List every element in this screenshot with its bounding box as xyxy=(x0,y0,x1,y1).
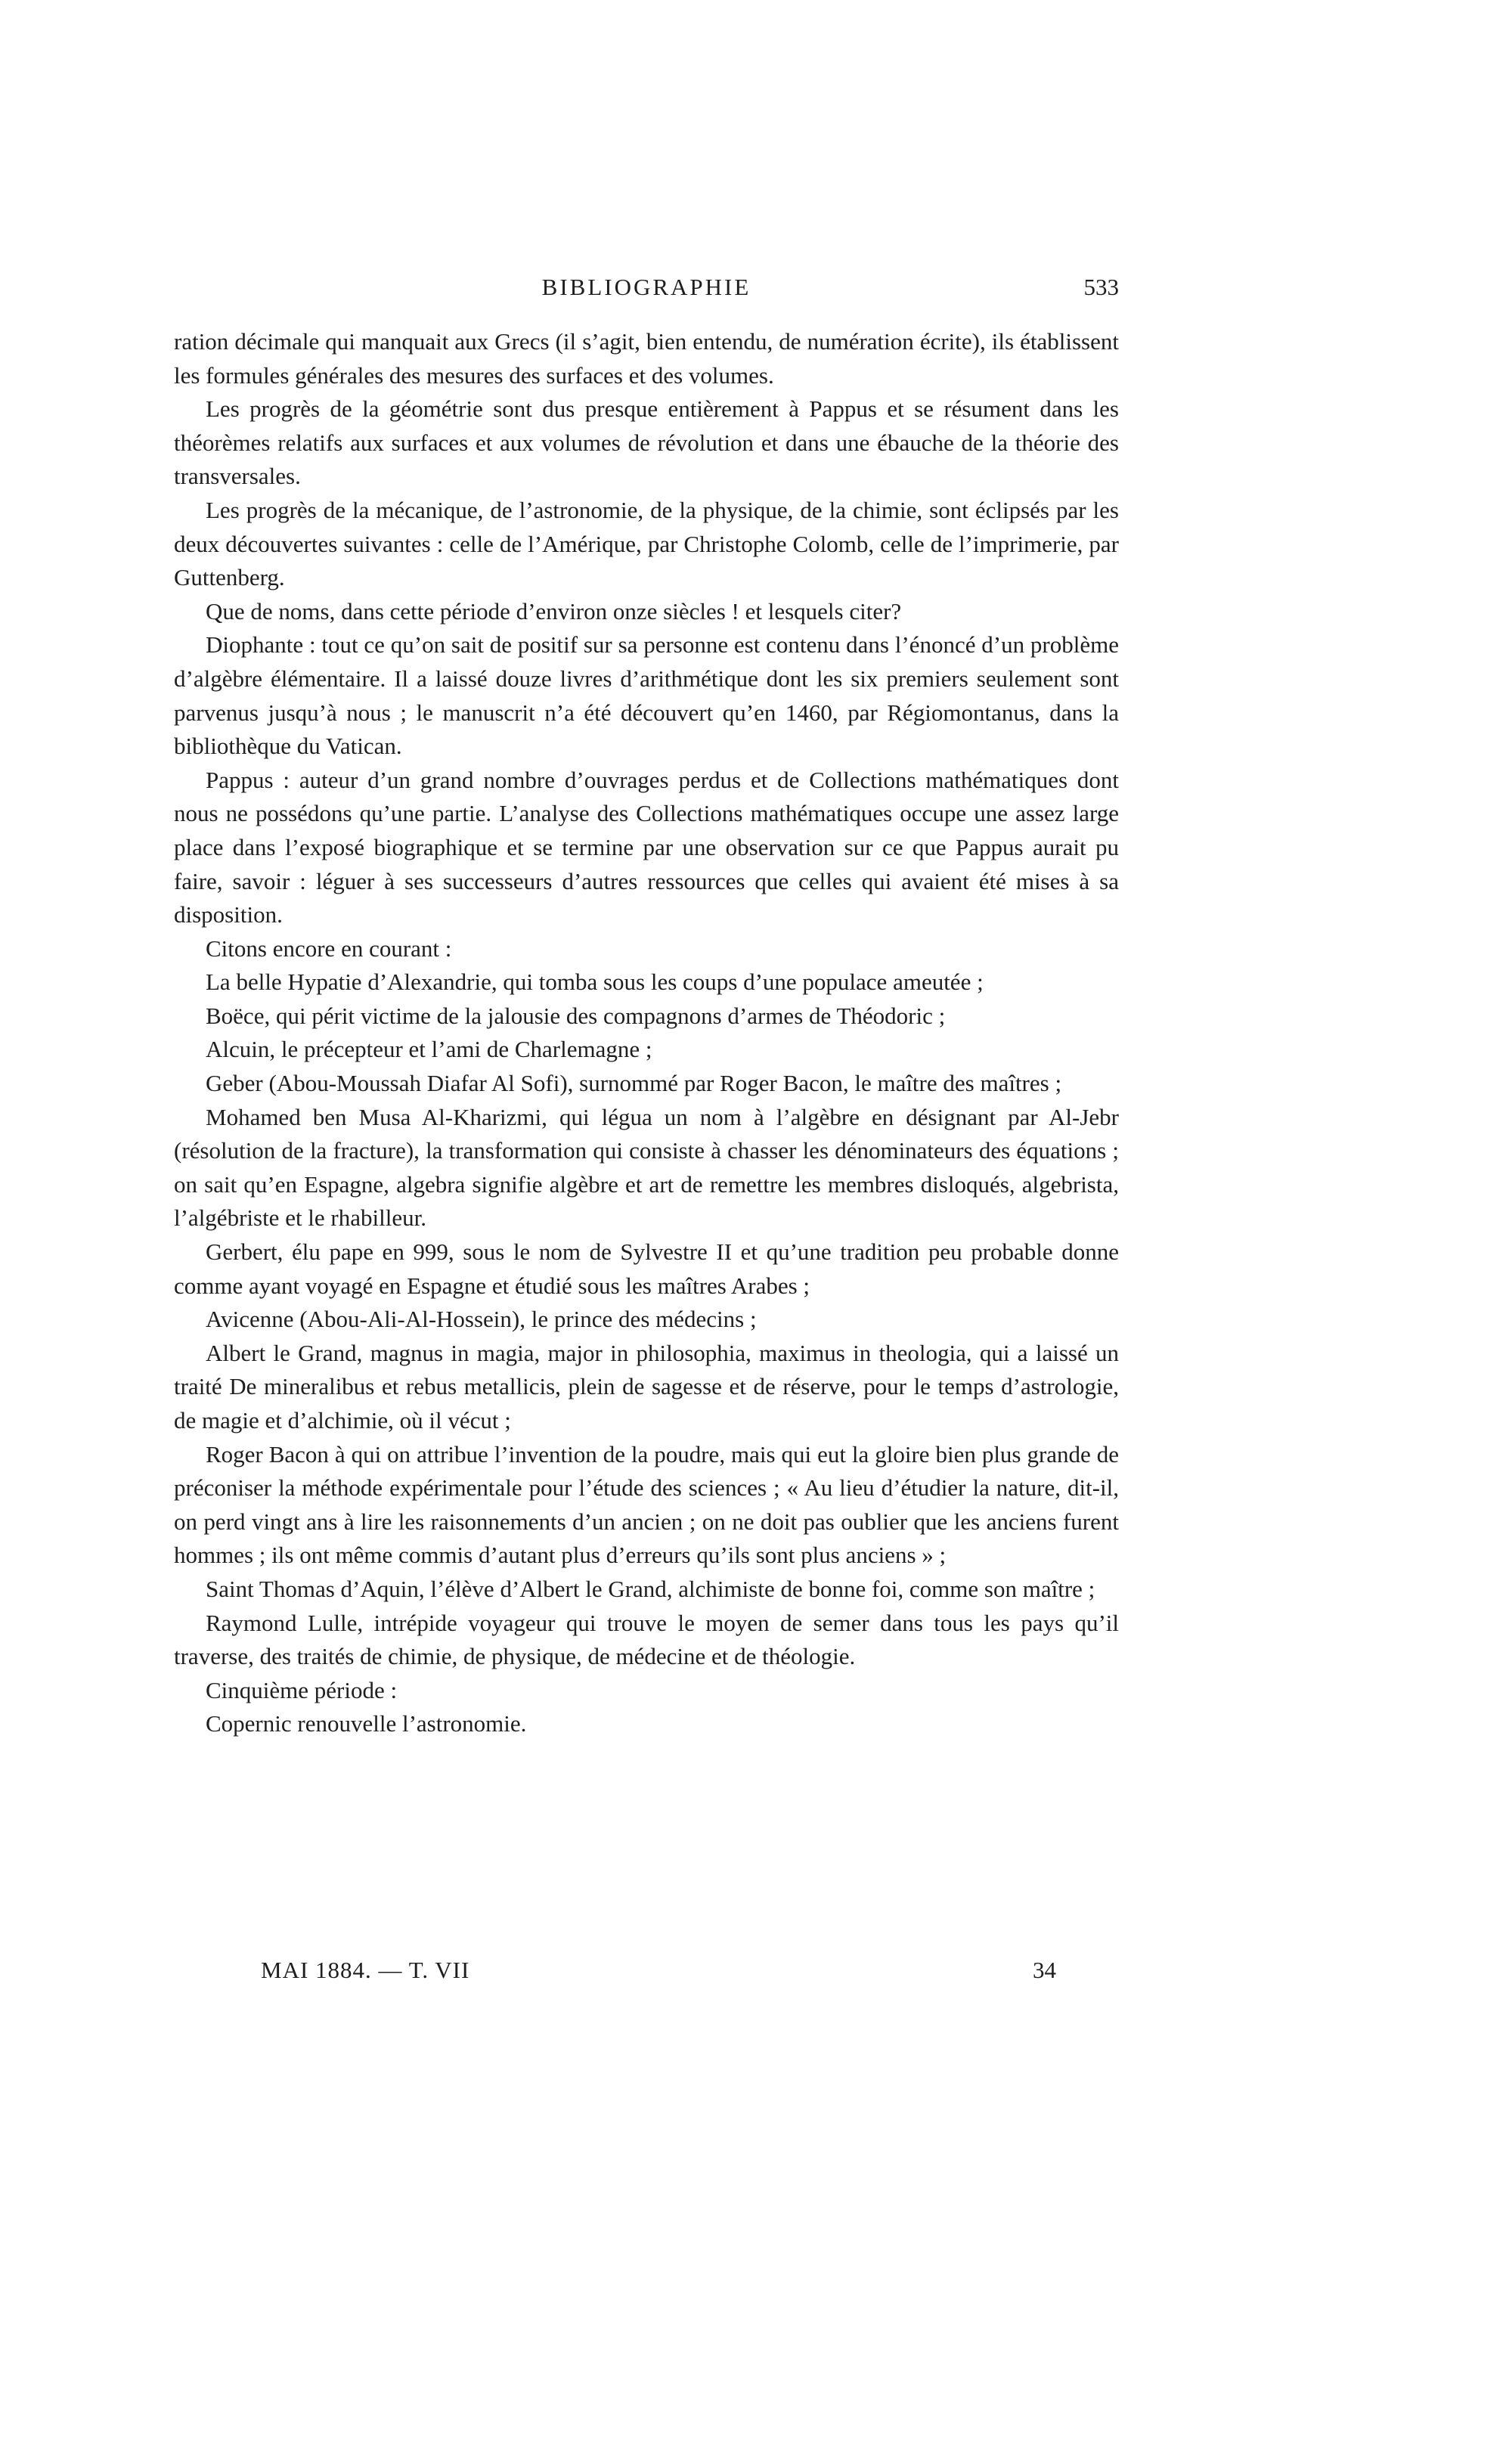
page-footer xyxy=(174,1957,1119,1990)
paragraph: Gerbert, élu pape en 999, sous le nom de Sylvestre II et qu’une tradition peu probable donne comme ayant voyagé en Espagne et étudié sous les maîtres Arabes ; xyxy=(174,1238,1119,1299)
running-header xyxy=(174,274,1119,307)
paragraph: Pappus : auteur d’un grand nombre d’ouvrages perdus et de Collections mathématiques dont nous ne possédons qu’une partie. L’analyse des Collections mathématiques occupe une assez large place dans l’exposé biographique et se termine par une observation sur ce que Pappus aurait pu faire, savoir : léguer à ses successeurs d’autres ressources que celles qui avaient été mises à sa disposition. xyxy=(174,766,1119,928)
paragraph: Copernic renouvelle l’astronomie. xyxy=(206,1710,527,1737)
paragraph: Avicenne (Abou-Ali-Al-Hossein), le prince des médecins ; xyxy=(206,1306,757,1333)
paragraph: Saint Thomas d’Aquin, l’élève d’Albert le Grand, alchimiste de bonne foi, comme son maître ; xyxy=(206,1575,1095,1602)
paragraph: Les progrès de la mécanique, de l’astronomie, de la physique, de la chimie, sont éclipsés par les deux découvertes suivantes : celle de l’Amérique, par Christophe Colomb, celle de l’imprimerie, par Guttenberg. xyxy=(174,496,1119,591)
paragraph: La belle Hypatie d’Alexandrie, qui tomba sous les coups d’une populace ameutée ; xyxy=(206,969,984,996)
paragraph: Mohamed ben Musa Al-Kharizmi, qui légua un nom à l’algèbre en désignant par Al-Jebr (résolution de la fracture), la transformation qui consiste à chasser les dénominateurs des équations ; on sait qu’en Espagne, algebra signifie algèbre et art de remettre les membres disloqués, algebrista, l’algébriste et le rhabilleur. xyxy=(174,1103,1119,1232)
paragraph: Albert le Grand, magnus in magia, major in philosophia, maximus in theologia, qui a laissé un traité De mineralibus et rebus metallicis, plein de sagesse et de réserve, pour le temps d’astrologie, de magie et d’alchimie, où il vécut ; xyxy=(174,1339,1119,1433)
paragraph: Citons encore en courant : xyxy=(206,934,452,962)
footer-issue: MAI 1884. — T. VII xyxy=(261,1957,470,1983)
page-number: 533 xyxy=(1083,274,1119,300)
paragraph: Alcuin, le précepteur et l’ami de Charlemagne ; xyxy=(206,1036,652,1063)
footer-signature: 34 xyxy=(1033,1957,1056,1983)
paragraph: Geber (Abou-Moussah Diafar Al Sofi), surnommé par Roger Bacon, le maître des maîtres ; xyxy=(206,1070,1062,1097)
paragraph: Les progrès de la géométrie sont dus presque entièrement à Pappus et se résument dans les théorèmes relatifs aux surfaces et aux volumes de révolution et dans une ébauche de la théorie des transversales. xyxy=(174,395,1119,490)
paragraph: Raymond Lulle, intrépide voyageur qui trouve le moyen de semer dans tous les pays qu’il traverse, des traités de chimie, de physique, de médecine et de théologie. xyxy=(174,1609,1119,1670)
paragraph: Que de noms, dans cette période d’environ onze siècles ! et lesquels citer? xyxy=(206,597,902,625)
paragraph: Diophante : tout ce qu’on sait de positif sur sa personne est contenu dans l’énoncé d’un problème d’algèbre élémentaire. Il a laissé douze livres d’arithmétique dont les six premiers seulement sont parvenus jusqu’à nous ; le manuscrit n’a été découvert qu’en 1460, par Régiomontanus, dans la bibliothèque du Vatican. xyxy=(174,631,1119,760)
header-title: BIBLIOGRAPHIE xyxy=(541,274,751,300)
body-text xyxy=(174,325,1119,1741)
paragraph: Boëce, qui périt victime de la jalousie des compagnons d’armes de Théodoric ; xyxy=(206,1002,946,1029)
paragraph: Cinquième période : xyxy=(206,1676,398,1703)
paragraph: Roger Bacon à qui on attribue l’invention de la poudre, mais qui eut la gloire bien plus grande de préconiser la méthode expérimentale pour l’étude des sciences ; « Au lieu d’étudier la nature, dit-il, on perd vingt ans à lire les raisonnements d’un ancien ; on ne doit pas oublier que les anciens furent hommes ; ils ont même commis d’autant plus d’erreurs qu’ils sont plus anciens » ; xyxy=(174,1440,1119,1569)
paragraph: ration décimale qui manquait aux Grecs (il s’agit, bien entendu, de numération écrite), ils établissent les formules générales des mesures des surfaces et des volumes. xyxy=(174,328,1119,389)
